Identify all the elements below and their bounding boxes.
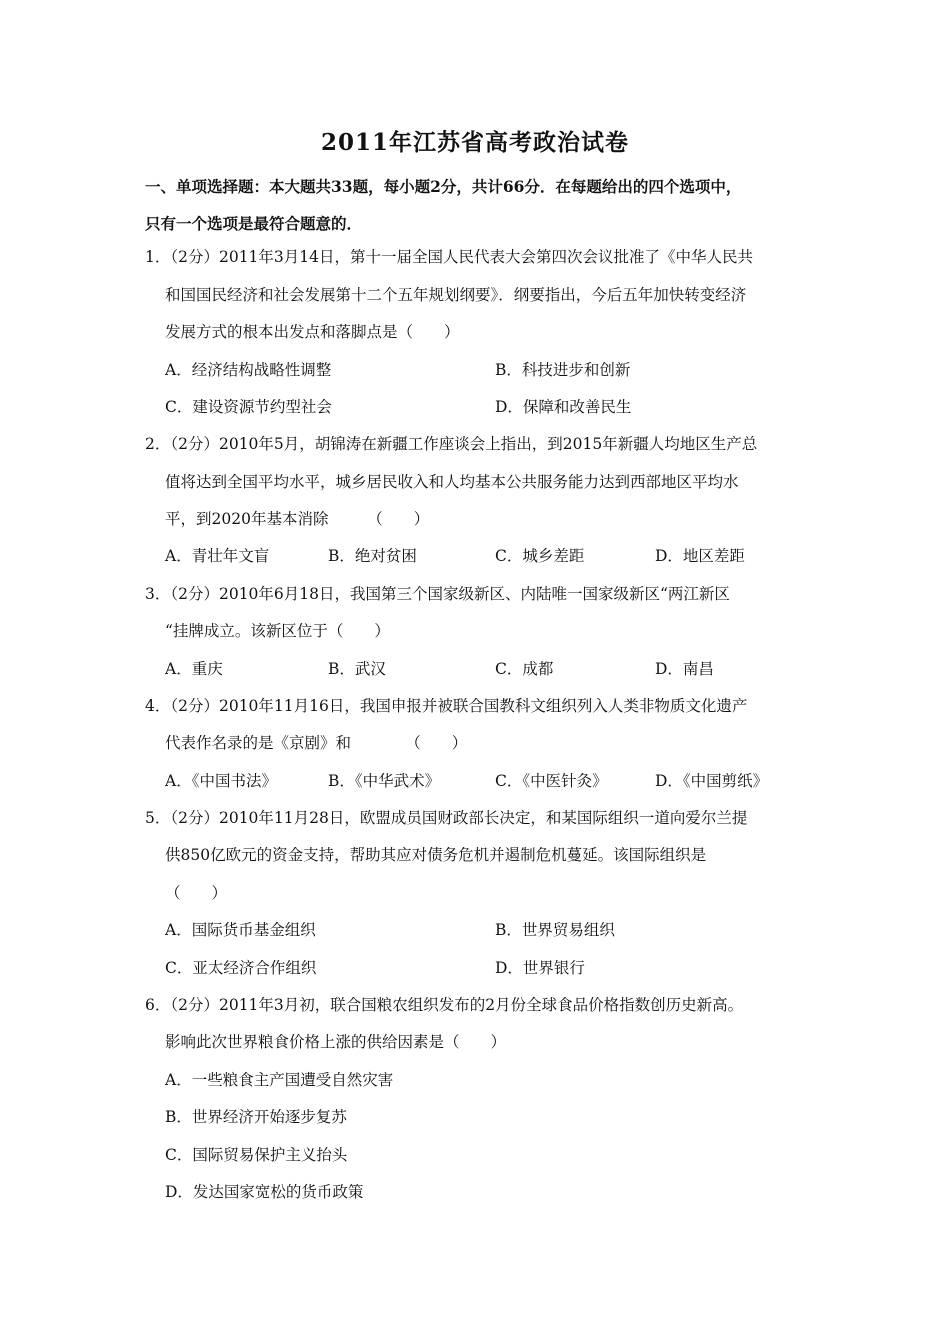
question-text-line: 代表作名录的是《京剧》和 （ ） — [165, 734, 468, 752]
option-a[interactable]: A．《中国书法》 — [165, 772, 277, 790]
question-text-line: 3．（2分）2010年6月18日，我国第三个国家级新区、内陆唯一国家级新区“两江新区 — [145, 585, 730, 603]
option-b[interactable]: B．武汉 — [328, 660, 386, 678]
option-c[interactable]: C．成都 — [495, 660, 554, 678]
option-a[interactable]: A．重庆 — [165, 660, 223, 678]
option-b[interactable]: B．世界经济开始逐步复苏 — [165, 1108, 347, 1126]
question-text-line: 平，到2020年基本消除 （ ） — [165, 510, 430, 528]
option-b[interactable]: B．《中华武术》 — [328, 772, 441, 790]
option-d[interactable]: D．保障和改善民生 — [495, 398, 632, 416]
question-text-line: 5．（2分）2010年11月28日，欧盟成员国财政部长决定，和某国际组织一道向爱尔兰提 — [145, 809, 748, 827]
option-a[interactable]: A．青壮年文盲 — [165, 547, 270, 565]
question-text-line: 4．（2分）2010年11月16日，我国申报并被联合国教科文组织列入人类非物质文化遗产 — [145, 697, 748, 715]
question-text-line: 影响此次世界粮食价格上涨的供给因素是（ ） — [165, 1033, 507, 1051]
option-c[interactable]: C．国际贸易保护主义抬头 — [165, 1146, 348, 1164]
question-text-line: 1．（2分）2011年3月14日，第十一届全国人民代表大会第四次会议批准了《中华人民共 — [145, 248, 754, 266]
option-d[interactable]: D．发达国家宽松的货币政策 — [165, 1183, 364, 1201]
question-text-line: 值将达到全国平均水平，城乡居民收入和人均基本公共服务能力达到西部地区平均水 — [165, 473, 739, 491]
question-text-line: 发展方式的根本出发点和落脚点是（ ） — [165, 323, 460, 341]
option-a[interactable]: A．国际货币基金组织 — [165, 921, 316, 939]
option-d[interactable]: D．南昌 — [655, 660, 714, 678]
question-text-line: 和国国民经济和社会发展第十二个五年规划纲要》．纲要指出，今后五年加快转变经济 — [165, 286, 747, 304]
option-c[interactable]: C．城乡差距 — [495, 547, 585, 565]
option-b[interactable]: B．世界贸易组织 — [495, 921, 615, 939]
question-text-line: （ ） — [165, 884, 228, 902]
option-c[interactable]: C．亚太经济合作组织 — [165, 959, 317, 977]
option-d[interactable]: D．《中国剪纸》 — [655, 772, 769, 790]
option-c[interactable]: C．《中医针灸》 — [495, 772, 608, 790]
question-text-line: 2．（2分）2010年5月，胡锦涛在新疆工作座谈会上指出，到2015年新疆人均地区生产总 — [145, 435, 758, 453]
option-c[interactable]: C．建设资源节约型社会 — [165, 398, 332, 416]
section-heading-line-2: 只有一个选项是最符合题意的． — [145, 214, 363, 233]
option-d[interactable]: D．世界银行 — [495, 959, 585, 977]
question-text-line: 6．（2分）2011年3月初，联合国粮农组织发布的2月份全球食品价格指数创历史新高。 — [145, 996, 744, 1014]
option-d[interactable]: D．地区差距 — [655, 547, 745, 565]
section-heading-line-1: 一、单项选择题：本大题共33题，每小题2分，共计66分．在每题给出的四个选项中， — [145, 177, 742, 196]
page-title: 2011年江苏省高考政治试卷 — [320, 129, 629, 156]
option-b[interactable]: B．绝对贫困 — [328, 547, 417, 565]
question-text-line: 供850亿欧元的资金支持，帮助其应对债务危机并遏制危机蔓延。该国际组织是 — [165, 846, 707, 864]
question-text-line: “挂牌成立。该新区位于（ ） — [165, 622, 390, 640]
option-a[interactable]: A．一些粮食主产国遭受自然灾害 — [165, 1071, 394, 1089]
option-a[interactable]: A．经济结构战略性调整 — [165, 361, 332, 379]
option-b[interactable]: B．科技进步和创新 — [495, 361, 631, 379]
